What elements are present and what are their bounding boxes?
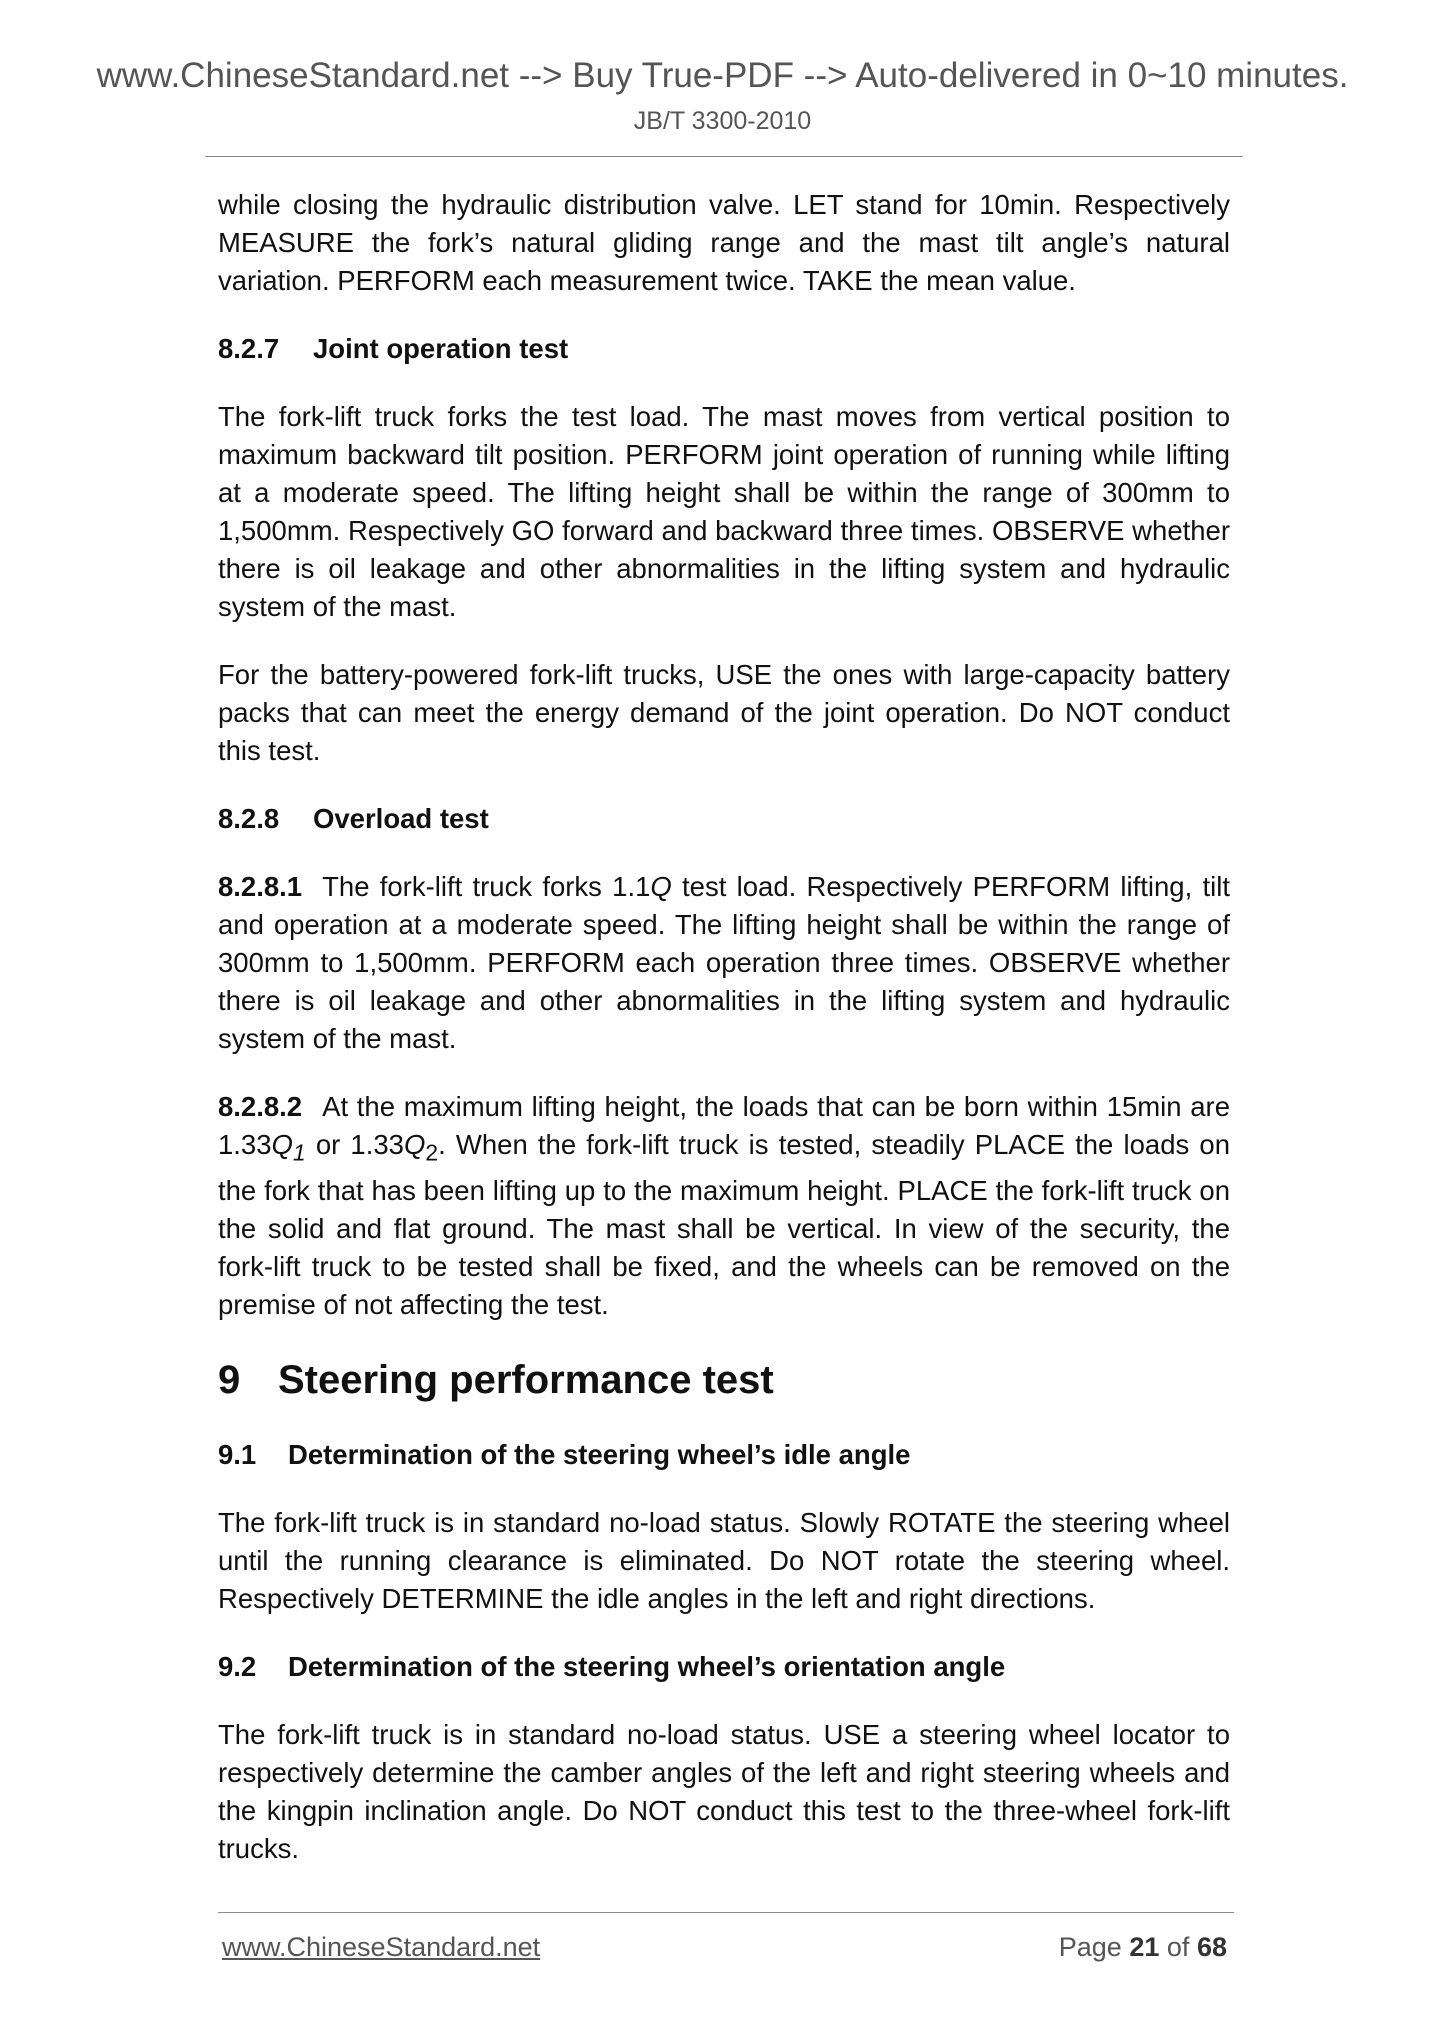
clause-8-2-8-2	[218, 1088, 1230, 1324]
symbol-q: Q	[650, 871, 672, 902]
standard-number: JB/T 3300-2010	[633, 107, 812, 135]
subscript-2: 2	[425, 1139, 439, 1166]
page-of-label: of	[1166, 1932, 1190, 1962]
section-number: 9.2	[218, 1650, 257, 1682]
section-title: Joint operation test	[313, 333, 569, 364]
intro-paragraph: while closing the hydraulic distribution valve. LET stand for 10min. Respectively MEASURE the fork’s natural gliding range and the mast tilt angle’s natural variation. PERFORM each measurement twice. TAKE the mean value.	[218, 189, 1230, 296]
section-title: Determination of the steering wheel’s orientation angle	[288, 1650, 1006, 1682]
section-8-2-7-heading	[218, 330, 1230, 368]
section-9-heading	[218, 1354, 1230, 1406]
section-8-2-7-paragraph-2: For the battery-powered fork-lift trucks, USE the ones with large-capacity battery packs that can meet the energy demand of the joint operation. Do NOT conduct this test.	[218, 659, 1230, 766]
page-label: Page	[1058, 1932, 1122, 1962]
current-page: 21	[1129, 1932, 1160, 1962]
section-number: 8.2.8	[218, 803, 280, 834]
total-pages: 68	[1196, 1932, 1227, 1962]
symbol-q2: Q	[403, 1129, 426, 1160]
section-9-1-paragraph: The fork-lift truck is in standard no-load status. Slowly ROTATE the steering wheel until the running clearance is eliminated. Do NOT rotate the steering wheel. Respectively DETERMINE the idle angles in the left and right directions.	[218, 1506, 1230, 1614]
clause-text: or 1.33	[305, 1129, 404, 1160]
section-9-1-heading	[218, 1436, 1230, 1474]
section-number: 8.2.7	[218, 333, 280, 364]
clause-number: 8.2.8.2	[218, 1091, 303, 1122]
section-8-2-7-paragraph-1: The fork-lift truck forks the test load. The mast moves from vertical position to maximum backward tilt position. PERFORM joint operation of running while lifting at a moderate speed. The lifting height shall be within the range of 300mm to 1,500mm. Respectively GO forward and backward three times. OBSERVE whether there is oil leakage and other abnormalities in the lifting system and hydraulic system of the mast.	[218, 401, 1230, 622]
clause-number: 8.2.8.1	[218, 871, 303, 902]
clause-text: The fork-lift truck forks 1.1	[322, 871, 651, 902]
page-content	[218, 186, 1230, 1898]
section-title: Steering performance test	[278, 1357, 774, 1402]
clause-text: test load. Respectively PERFORM lifting, tilt and operation at a moderate speed. The lifting height shall be within the range of 300mm to 1,500mm. PERFORM each operation three times. OBSERVE whether there is oil leakage and other abnormalities in the lifting system and hydraulic system of the mast.	[218, 871, 1230, 1054]
clause-text: . When the fork-lift truck is tested, steadily PLACE the loads on the fork that has been lifting up to the maximum height. PLACE the fork-lift truck on the solid and flat ground. The mast shall be vertical. In view of the security, the fork-lift truck to be tested shall be fixed, and the wheels can be removed on the premise of not affecting the test.	[218, 1129, 1230, 1320]
section-8-2-8-heading	[218, 800, 1230, 838]
symbol-q1: Q	[271, 1129, 293, 1160]
header-banner: www.ChineseStandard.net --> Buy True-PDF --> Auto-delivered in 0~10 minutes.	[96, 56, 1349, 95]
section-title: Determination of the steering wheel’s idle angle	[288, 1438, 911, 1470]
header-divider	[205, 156, 1243, 157]
footer-divider	[218, 1912, 1234, 1913]
section-number: 9.1	[218, 1438, 257, 1470]
section-9-2-paragraph: The fork-lift truck is in standard no-load status. USE a steering wheel locator to respectively determine the camber angles of the left and right steering wheels and the kingpin inclination angle. Do NOT conduct this test to the three-wheel fork-lift trucks.	[218, 1718, 1230, 1864]
section-9-2-heading	[218, 1648, 1230, 1686]
clause-8-2-8-1	[218, 868, 1230, 1058]
subscript-1: 1	[292, 1139, 306, 1166]
clause-text: At the maximum lifting height, the loads that can be born within 15min are 1.33	[218, 1091, 1230, 1160]
section-title: Overload test	[313, 803, 489, 834]
footer-website-link[interactable]: www.ChineseStandard.net	[222, 1932, 541, 1962]
page-number	[1059, 1932, 1227, 1963]
section-number: 9	[218, 1357, 241, 1402]
